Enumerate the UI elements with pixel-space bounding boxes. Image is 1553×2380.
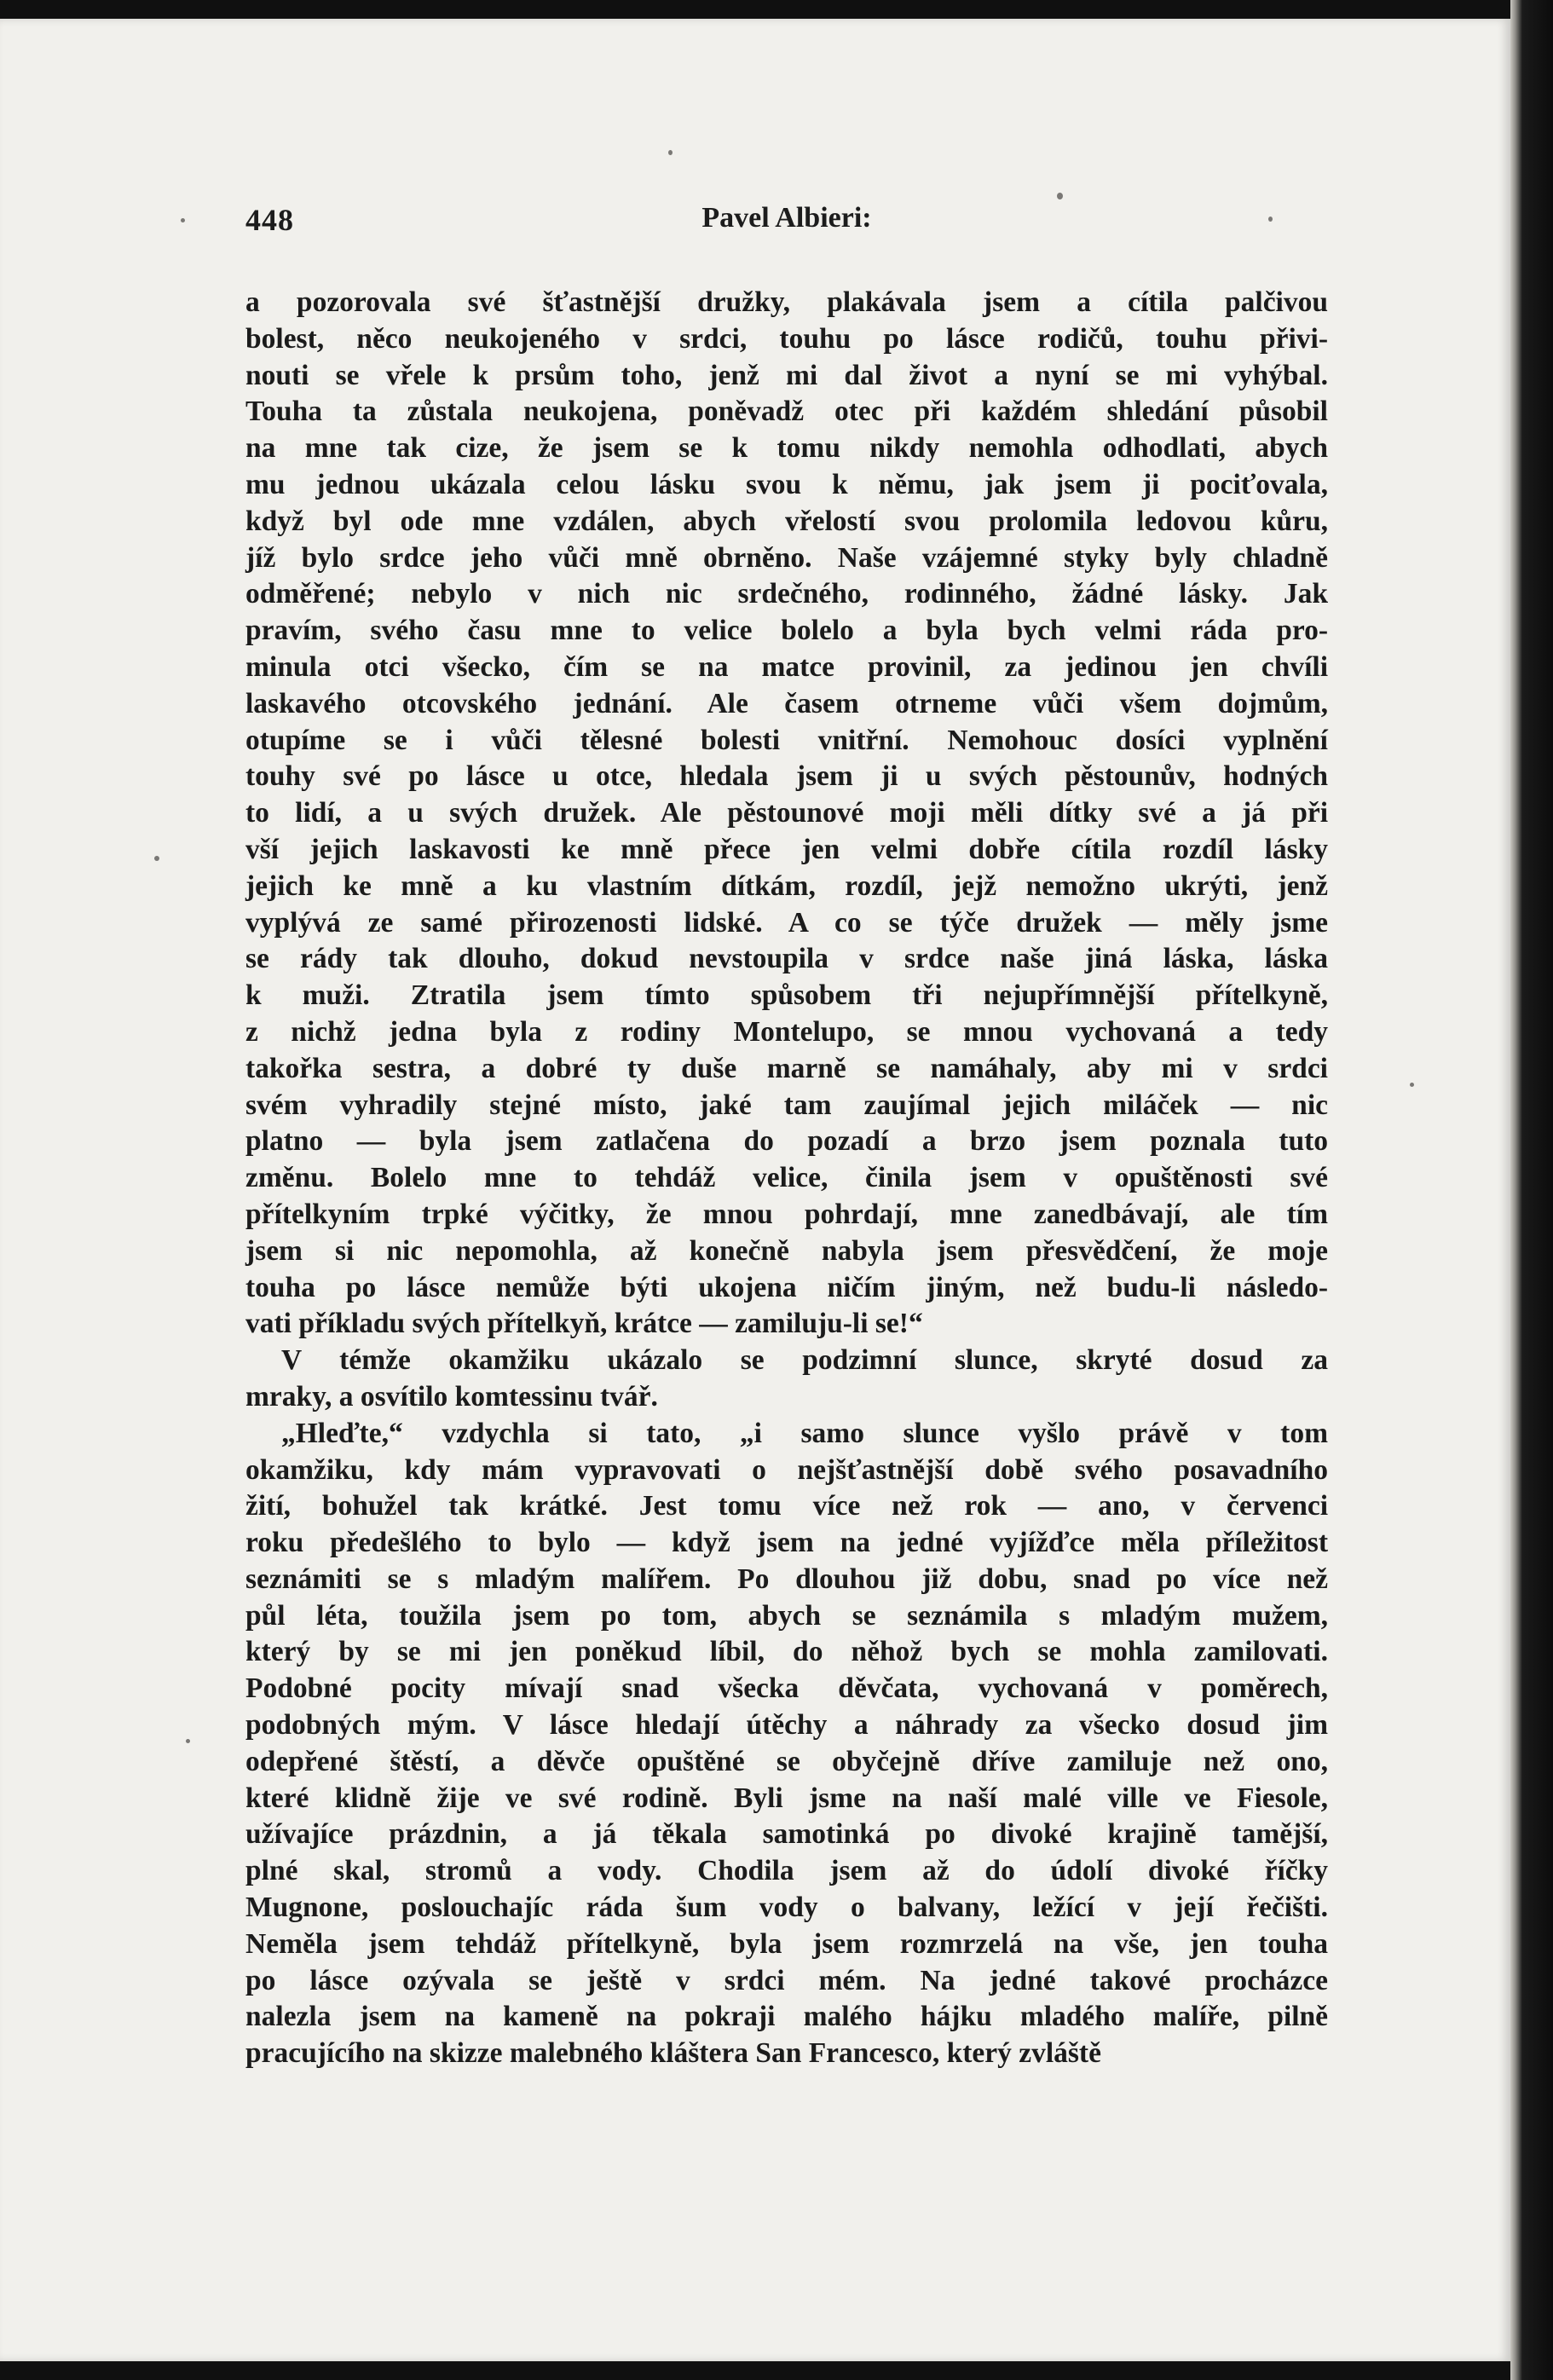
page-number: 448 bbox=[245, 203, 294, 237]
text-line: svém vyhradily stejné místo, jaké tam zaujímal jejich miláček — nic bbox=[245, 1089, 1328, 1121]
text-line: a pozorovala své šťastnější družky, plakávala jsem a cítila palčivou bbox=[245, 286, 1328, 318]
print-speck bbox=[668, 150, 673, 155]
text-line: touhy své po lásce u otce, hledala jsem ji u svých pěstounův, hodných bbox=[245, 760, 1328, 793]
text-line: nalezla jsem na kameně na pokraji malého hájku mladého malíře, pilně bbox=[245, 2001, 1328, 2033]
text-line: vší jejich laskavosti ke mně přece jen velmi dobře cítila rozdíl lásky bbox=[245, 833, 1328, 865]
text-line: okamžiku, kdy mám vypravovati o nejšťastnější době svého posavadního bbox=[245, 1453, 1328, 1486]
text-line: vyplývá ze samé přirozenosti lidské. A co se týče družek — měly jsme bbox=[245, 906, 1328, 939]
running-head: Pavel Albieri: bbox=[701, 202, 872, 234]
text-line: půl léta, toužila jsem po tom, abych se seznámila s mladým mužem, bbox=[245, 1599, 1328, 1632]
text-line: podobných mým. V lásce hledají útěchy a náhrady za všecko dosud jim bbox=[245, 1709, 1328, 1742]
body-text bbox=[245, 285, 1328, 2072]
text-line: užívajíce prázdnin, a já těkala samotinká po divoké krajině tamější, bbox=[245, 1818, 1328, 1851]
text-line: mu jednou ukázala celou lásku svou k němu, jak jsem ji pociťovala, bbox=[245, 468, 1328, 500]
text-line: z nichž jedna byla z rodiny Montelupo, se mnou vychovaná a tedy bbox=[245, 1015, 1328, 1048]
paragraph bbox=[245, 1343, 1328, 1416]
text-line: to lidí, a u svých družek. Ale pěstounové moji měli dítky své a já při bbox=[245, 797, 1328, 829]
text-line: který by se mi jen poněkud líbil, do něhož bych se mohla zamilovati. bbox=[245, 1636, 1328, 1668]
text-line: které klidně žije ve své rodině. Byli jsme na naší malé ville ve Fiesole, bbox=[245, 1782, 1328, 1814]
print-speck bbox=[186, 1739, 190, 1743]
text-line: k muži. Ztratila jsem tímto spůsobem tři nejupřímnější přítelkyně, bbox=[245, 979, 1328, 1012]
text-line: mraky, a osvítilo komtessinu tvář. bbox=[245, 1380, 658, 1412]
page-header bbox=[245, 202, 1328, 250]
text-line: jejich ke mně a ku vlastním dítkám, rozdíl, jejž nemožno ukrýti, jenž bbox=[245, 869, 1328, 902]
text-line: minula otci všecko, čím se na matce provinil, za jedinou jen chvíli bbox=[245, 650, 1328, 683]
text-line: jíž bylo srdce jeho vůči mně obrněno. Naše vzájemné styky byly chladně bbox=[245, 541, 1328, 574]
text-line: „Hleďte,“ vzdychla si tato, „i samo slunce vyšlo právě v tom bbox=[281, 1417, 1328, 1449]
text-line: takořka sestra, a dobré ty duše marně se namáhaly, aby mi v srdci bbox=[245, 1052, 1328, 1084]
text-line: pravím, svého času mne to velice bolelo a byla bych velmi ráda pro- bbox=[245, 615, 1328, 647]
text-line: žití, bohužel tak krátké. Jest tomu více než rok — ano, v červenci bbox=[245, 1490, 1328, 1522]
text-line: přítelkyním trpké výčitky, že mnou pohrdají, mne zanedbávají, ale tím bbox=[245, 1198, 1328, 1230]
text-line: otupíme se i vůči tělesné bolesti vnitřní. Nemohouc dosíci vyplnění bbox=[245, 724, 1328, 756]
text-line: Mugnone, poslouchajíc ráda šum vody o balvany, ležící v její řečišti. bbox=[245, 1892, 1328, 1924]
text-line: když byl ode mne vzdálen, abych vřelostí svou prolomila ledovou kůru, bbox=[245, 505, 1328, 537]
text-line: seznámiti se s mladým malířem. Po dlouhou již dobu, snad po více než bbox=[245, 1563, 1328, 1595]
text-line: touha po lásce nemůže býti ukojena ničím jiným, než budu-li následo- bbox=[245, 1271, 1328, 1303]
text-line: plné skal, stromů a vody. Chodila jsem až do údolí divoké říčky bbox=[245, 1855, 1328, 1887]
text-line: pracujícího na skizze malebného kláštera San Francesco, který zvláště bbox=[245, 2037, 1101, 2070]
print-speck bbox=[1410, 1083, 1414, 1087]
text-line: laskavého otcovského jednání. Ale časem otrneme vůči všem dojmům, bbox=[245, 687, 1328, 719]
text-line: V témže okamžiku ukázalo se podzimní slunce, skryté dosud za bbox=[281, 1344, 1328, 1377]
text-line: jsem si nic nepomohla, až konečně nabyla jsem přesvědčení, že moje bbox=[245, 1234, 1328, 1267]
print-speck bbox=[1268, 217, 1273, 222]
text-line: platno — byla jsem zatlačena do pozadí a brzo jsem poznala tuto bbox=[245, 1125, 1328, 1158]
print-speck bbox=[1057, 193, 1063, 199]
page-edge-shadow bbox=[1510, 0, 1553, 2380]
book-page bbox=[0, 19, 1510, 2361]
print-speck bbox=[181, 218, 185, 222]
print-speck bbox=[154, 856, 159, 861]
text-line: po lásce ozývala se ještě v srdci mém. Na jedné takové procházce bbox=[245, 1964, 1328, 1996]
paragraph bbox=[245, 1416, 1328, 2072]
text-line: Neměla jsem tehdáž přítelkyně, byla jsem rozmrzelá na vše, jen touha bbox=[245, 1927, 1328, 1960]
text-line: Podobné pocity mívají snad všecka děvčata, vychovaná v poměrech, bbox=[245, 1672, 1328, 1705]
text-line: Touha ta zůstala neukojena, poněvadž otec při každém shledání působil bbox=[245, 396, 1328, 428]
paragraph bbox=[245, 285, 1328, 1343]
text-line: odměřené; nebylo v nich nic srdečného, rodinného, žádné lásky. Jak bbox=[245, 578, 1328, 610]
text-line: nouti se vřele k prsům toho, jenž mi dal život a nyní se mi vyhýbal. bbox=[245, 359, 1328, 391]
text-line: odepřené štěstí, a děvče opuštěné se obyčejně dříve zamiluje než ono, bbox=[245, 1745, 1328, 1777]
text-line: se rády tak dlouho, dokud nevstoupila v srdce naše jiná láska, láska bbox=[245, 943, 1328, 975]
text-line: roku předešlého to bylo — když jsem na jedné vyjížďce měla příležitost bbox=[245, 1527, 1328, 1559]
text-line: změnu. Bolelo mne to tehdáž velice, činila jsem v opuštěnosti své bbox=[245, 1162, 1328, 1194]
text-line: vati příkladu svých přítelkyň, krátce — zamiluju-li se!“ bbox=[245, 1308, 923, 1340]
text-line: bolest, něco neukojeného v srdci, touhu po lásce rodičů, touhu přivi- bbox=[245, 322, 1328, 355]
text-line: na mne tak cize, že jsem se k tomu nikdy nemohla odhodlati, abych bbox=[245, 432, 1328, 465]
